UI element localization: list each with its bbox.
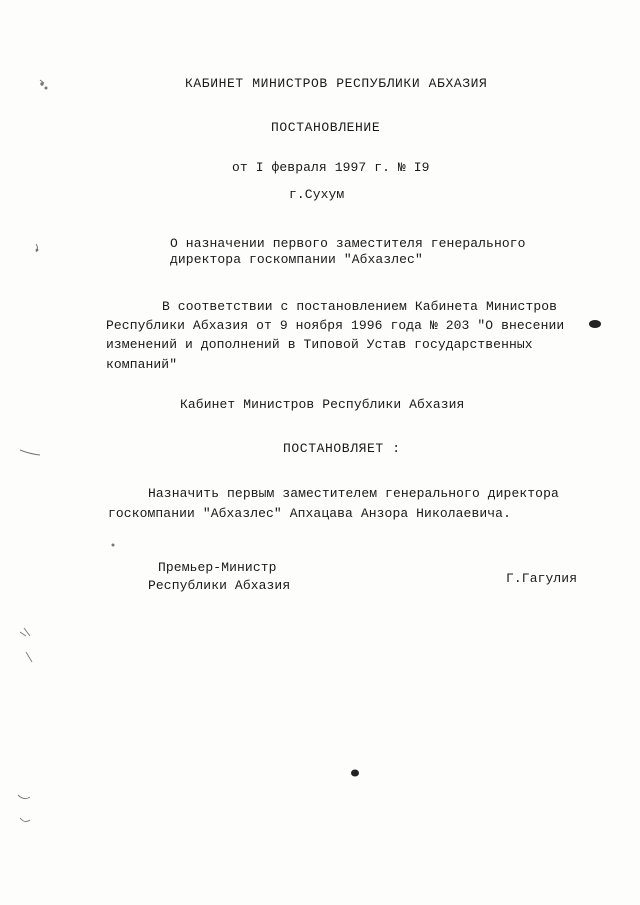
decision-line-2: госкомпании "Абхазлес" Апхацава Анзора Николаевича. bbox=[108, 506, 511, 521]
body-subject-line: Кабинет Министров Республики Абхазия bbox=[180, 397, 465, 412]
subject-line-2: директора госкомпании "Абхазлес" bbox=[170, 252, 423, 267]
preamble-line-1: В соответствии с постановлением Кабинета Министров bbox=[162, 299, 558, 314]
ink-blot-bottom bbox=[351, 770, 359, 777]
issuer-heading: КАБИНЕТ МИНИСТРОВ РЕСПУБЛИКИ АБХАЗИЯ bbox=[185, 76, 488, 91]
subject-line-1: О назначении первого заместителя генерального bbox=[170, 236, 526, 251]
signatory-name: Г.Гагулия bbox=[506, 571, 578, 586]
signature-position-line-1: Премьер-Министр bbox=[158, 560, 277, 575]
resolves-heading: ПОСТАНОВЛЯЕТ : bbox=[283, 441, 401, 456]
preamble-line-2: Республики Абхазия от 9 ноября 1996 года № 203 "О внесении bbox=[106, 318, 565, 333]
document-type-title: ПОСТАНОВЛЕНИЕ bbox=[271, 120, 381, 135]
city-line: г.Сухум bbox=[289, 187, 345, 202]
decision-line-1: Назначить первым заместителем генерального директора bbox=[148, 486, 559, 501]
ink-blot-right bbox=[589, 320, 601, 328]
preamble-line-4: компаний" bbox=[106, 357, 178, 372]
margin-specks bbox=[18, 80, 114, 822]
signature-position-line-2: Республики Абхазия bbox=[148, 578, 291, 593]
date-number-line: от I февраля 1997 г. № I9 bbox=[232, 160, 430, 175]
preamble-line-3: изменений и дополнений в Типовой Устав государственных bbox=[106, 337, 533, 352]
